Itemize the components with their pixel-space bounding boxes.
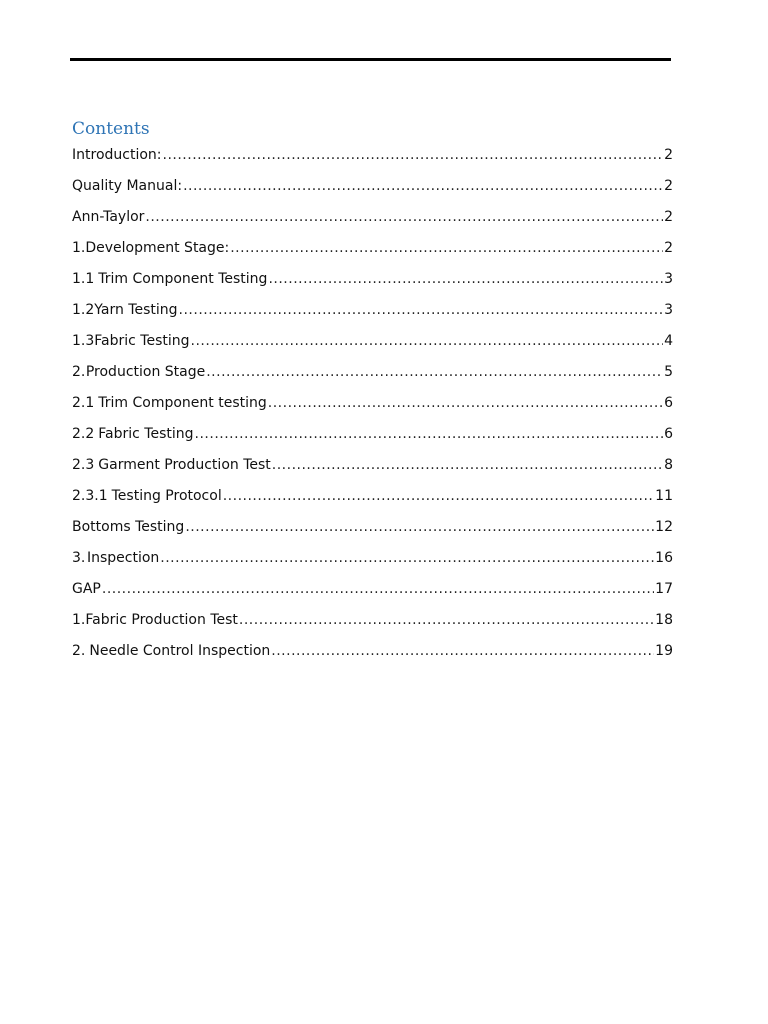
toc-entry[interactable] (72, 175, 673, 206)
toc-entry[interactable] (72, 454, 673, 485)
toc-entry[interactable] (72, 237, 673, 268)
toc-heading: Contents (72, 119, 150, 139)
toc-dot-leader (239, 609, 654, 631)
toc-entry[interactable] (72, 330, 673, 361)
toc-entry-title: Production Stage (85, 364, 206, 380)
toc-dot-leader (271, 640, 654, 662)
toc-dot-leader (191, 330, 664, 352)
toc-entry-number: 2.3.1 (72, 488, 108, 504)
toc-dot-leader (230, 237, 663, 259)
toc-entry-title: Development Stage: (85, 240, 230, 256)
toc-entry-number: 3. (72, 550, 86, 566)
toc-entry-number: 1.1 (72, 271, 95, 287)
toc-dot-leader (206, 361, 663, 383)
toc-entry[interactable] (72, 268, 673, 299)
toc-entry-page: 3 (664, 302, 673, 318)
toc-entry-number: 2.3 (72, 457, 95, 473)
toc-entry-page: 6 (664, 426, 673, 442)
toc-entry-title: Yarn Testing (94, 302, 178, 318)
toc-entry-title: Testing Protocol (111, 488, 222, 504)
toc-dot-leader (179, 299, 664, 321)
toc-entry-page: 2 (664, 147, 673, 163)
toc-entry-page: 19 (655, 643, 673, 659)
toc-entry-title: Needle Control Inspection (89, 643, 271, 659)
toc-entry-number: 1. (72, 612, 86, 628)
toc-entry[interactable] (72, 206, 673, 237)
toc-entry-title: Fabric Testing (94, 333, 190, 349)
toc-dot-leader (268, 268, 663, 290)
toc-entry-title: GAP (72, 581, 101, 597)
toc-dot-leader (102, 578, 654, 600)
toc-entry-page: 18 (655, 612, 673, 628)
toc-entry-title: Bottoms Testing (72, 519, 185, 535)
toc-entry-page: 8 (664, 457, 673, 473)
toc-entry-page: 16 (655, 550, 673, 566)
toc-entry-page: 2 (664, 209, 673, 225)
toc-entry-title: Fabric Production Test (85, 612, 238, 628)
toc-entry-number: 2.2 (72, 426, 95, 442)
header-rule (70, 58, 671, 61)
toc-entry-number: 2.1 (72, 395, 95, 411)
toc-entry[interactable] (72, 299, 673, 330)
toc-entry[interactable] (72, 144, 673, 175)
toc-entry[interactable] (72, 392, 673, 423)
toc-entry[interactable] (72, 640, 673, 671)
toc-entry-number: 1.2 (72, 302, 95, 318)
toc-entry-title: Quality Manual: (72, 178, 183, 194)
toc-entry-number: 2. (72, 364, 86, 380)
toc-entry-page: 4 (664, 333, 673, 349)
toc-dot-leader (163, 144, 664, 166)
toc-entry-page: 11 (655, 488, 673, 504)
toc-entry-page: 3 (664, 271, 673, 287)
toc-entry-title: Ann-Taylor (72, 209, 145, 225)
toc-entry-title: Inspection (86, 550, 160, 566)
toc-entry-title: Trim Component testing (98, 395, 267, 411)
toc-entry[interactable] (72, 423, 673, 454)
toc-entry-page: 12 (655, 519, 673, 535)
toc-entry[interactable] (72, 485, 673, 516)
toc-entry[interactable] (72, 578, 673, 609)
toc-entry[interactable] (72, 547, 673, 578)
toc-entry-title: Fabric Testing (98, 426, 194, 442)
toc-dot-leader (223, 485, 654, 507)
toc-dot-leader (272, 454, 663, 476)
toc-entry-page: 6 (664, 395, 673, 411)
toc-entry-page: 5 (664, 364, 673, 380)
toc-dot-leader (185, 516, 654, 538)
toc-entry-page: 2 (664, 178, 673, 194)
toc-dot-leader (160, 547, 654, 569)
toc-entry-title: Garment Production Test (98, 457, 271, 473)
table-of-contents (72, 144, 673, 671)
toc-dot-leader (183, 175, 663, 197)
toc-entry-number: 2. (72, 643, 86, 659)
toc-entry-page: 17 (655, 581, 673, 597)
toc-entry-page: 2 (664, 240, 673, 256)
toc-entry[interactable] (72, 609, 673, 640)
toc-dot-leader (195, 423, 664, 445)
toc-entry-number: 1.3 (72, 333, 95, 349)
toc-entry[interactable] (72, 516, 673, 547)
toc-entry-title: Introduction: (72, 147, 162, 163)
toc-entry-number: 1. (72, 240, 86, 256)
toc-entry[interactable] (72, 361, 673, 392)
toc-entry-title: Trim Component Testing (98, 271, 268, 287)
toc-dot-leader (145, 206, 663, 228)
toc-dot-leader (268, 392, 663, 414)
